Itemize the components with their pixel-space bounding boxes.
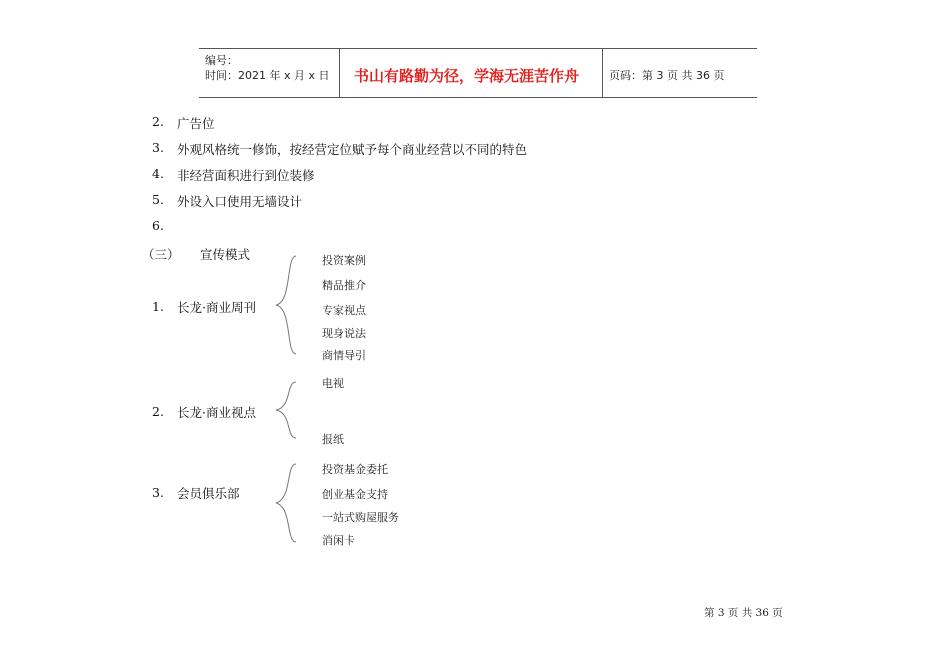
list-item-number: 6. bbox=[152, 218, 164, 233]
header-left-cell bbox=[199, 49, 339, 97]
group-title: 会员俱乐部 bbox=[177, 486, 240, 501]
group-item: 投资案例 bbox=[322, 254, 366, 267]
group-item: 消闲卡 bbox=[322, 534, 355, 547]
group-number: 1. bbox=[152, 299, 164, 314]
group-number: 3. bbox=[152, 485, 164, 500]
group-item: 专家视点 bbox=[322, 304, 366, 317]
group-item: 一站式购屋服务 bbox=[322, 511, 399, 524]
group-item: 投资基金委托 bbox=[322, 463, 388, 476]
group-item: 精品推介 bbox=[322, 279, 366, 292]
list-item-text: 广告位 bbox=[177, 116, 215, 131]
section-title: 宣传模式 bbox=[200, 247, 251, 262]
group-item: 现身说法 bbox=[322, 327, 366, 340]
list-item-text: 外设入口使用无墙设计 bbox=[177, 194, 303, 209]
group-item: 报纸 bbox=[322, 433, 344, 446]
list-item-number: 2. bbox=[152, 114, 164, 129]
list-item-text: 非经营面积进行到位装修 bbox=[177, 168, 315, 183]
curly-brace-icon bbox=[272, 254, 302, 356]
group-number: 2. bbox=[152, 404, 164, 419]
group-title: 长龙·商业周刊 bbox=[177, 300, 256, 315]
document-number-label: 编号： bbox=[205, 54, 238, 67]
header-motto-cell bbox=[339, 49, 603, 97]
list-item-number: 4. bbox=[152, 166, 164, 181]
page-header-table bbox=[199, 48, 757, 98]
list-item-number: 5. bbox=[152, 192, 164, 207]
page-footer: 第 3 页 共 36 页 bbox=[704, 607, 783, 619]
section-marker: （三） bbox=[142, 247, 180, 262]
header-page-info: 页码：第 3 页 共 36 页 bbox=[609, 69, 725, 82]
document-date: 时间：2021 年 x 月 x 日 bbox=[205, 69, 330, 82]
list-item-text: 外观风格统一修饰，按经营定位赋予每个商业经营以不同的特色 bbox=[177, 142, 528, 157]
motto-text: 书山有路勤为径，学海无涯苦作舟 bbox=[354, 67, 580, 85]
group-title: 长龙·商业视点 bbox=[177, 405, 256, 420]
list-item-number: 3. bbox=[152, 140, 164, 155]
header-page-cell bbox=[603, 49, 757, 97]
group-item: 电视 bbox=[322, 377, 344, 390]
group-item: 商情导引 bbox=[322, 349, 366, 362]
curly-brace-icon bbox=[272, 462, 302, 544]
curly-brace-icon bbox=[272, 380, 302, 440]
group-item: 创业基金支持 bbox=[322, 488, 388, 501]
